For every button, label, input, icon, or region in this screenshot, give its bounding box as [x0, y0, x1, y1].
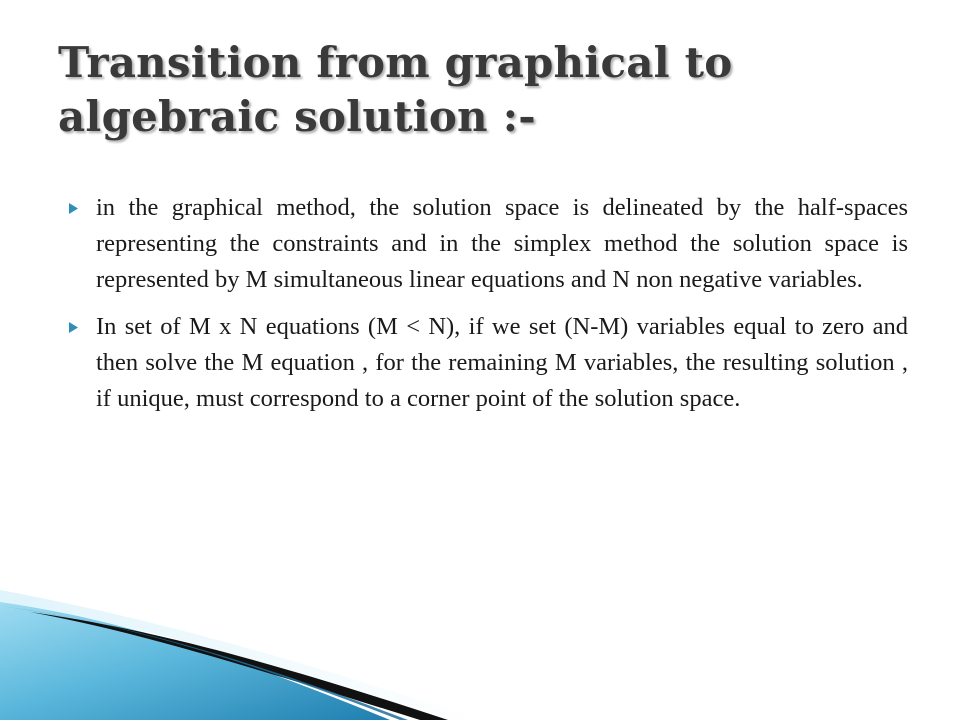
- decorative-swoosh: [0, 560, 960, 720]
- bullet-list: [68, 190, 908, 428]
- bullet-text: In set of M x N equations (M < N), if we set (N-M) variables equal to zero and then solve the M equation , for the remaining M variables, the resulting solution , if unique, must correspond to a corner point of the solution space.: [96, 313, 908, 412]
- bullet-item: [68, 190, 908, 298]
- triangle-right-icon: [68, 190, 96, 226]
- slide-title: Transition from graphical to algebraic solution :-: [58, 38, 733, 141]
- triangle-right-icon: [68, 309, 96, 345]
- bullet-text: in the graphical method, the solution space is delineated by the half-spaces representing the constraints and in the simplex method the solution space is represented by M simultaneous linear equations and N non negative variables.: [96, 194, 908, 293]
- bullet-item: [68, 309, 908, 417]
